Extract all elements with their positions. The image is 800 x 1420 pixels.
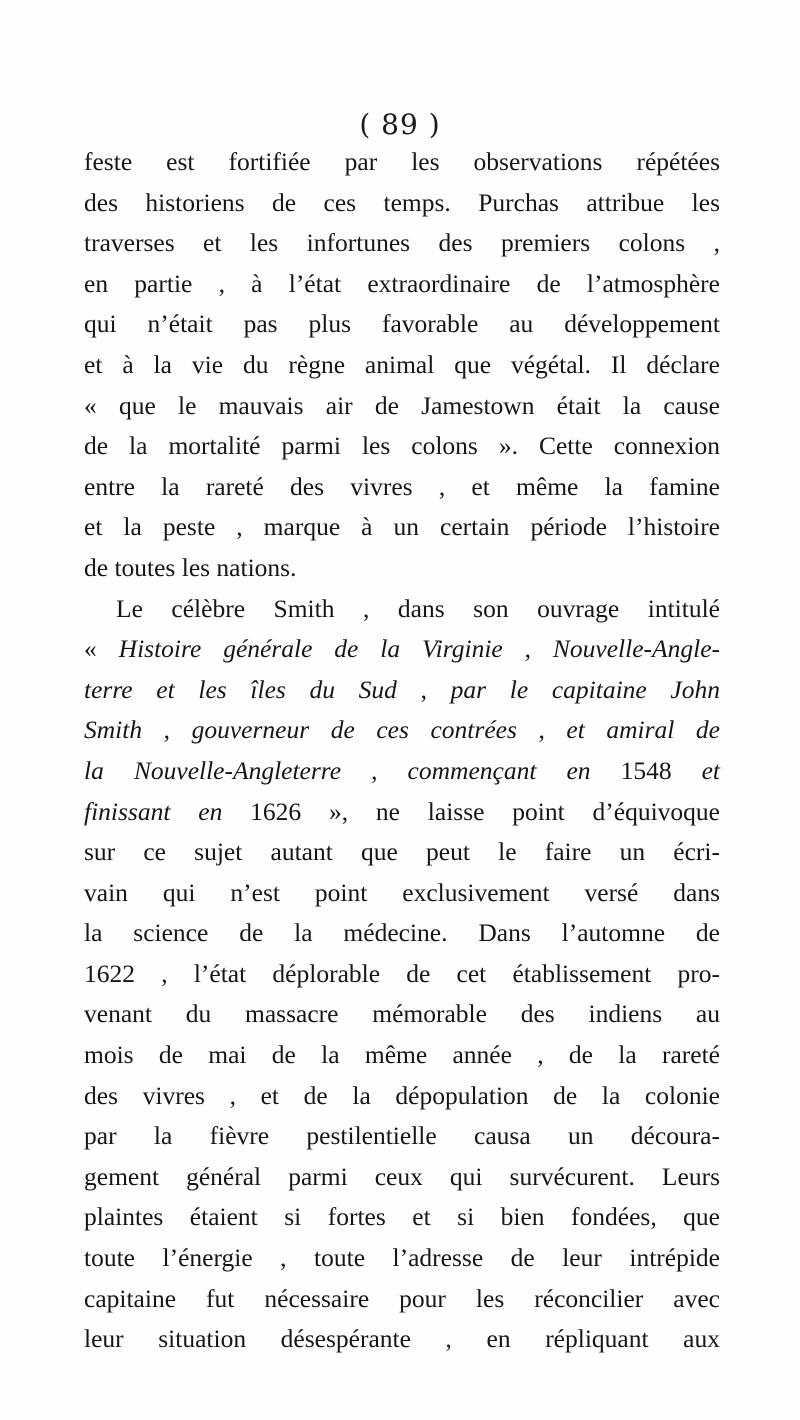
text-line: de la mortalité parmi les colons ». Cette connexion bbox=[84, 431, 720, 461]
italic-text: terre et les îles du Sud bbox=[84, 674, 397, 704]
italic-text: Histoire générale de la Virginie bbox=[118, 634, 503, 664]
text-segment: capitaine fut nécessaire pour les réconcilier avec bbox=[84, 1283, 720, 1313]
text-line bbox=[84, 629, 720, 670]
text-segment: , bbox=[502, 634, 553, 664]
text-segment: , bbox=[516, 715, 567, 745]
text-line bbox=[84, 1035, 720, 1076]
text-line bbox=[84, 751, 720, 792]
text-segment: 1548 bbox=[590, 755, 702, 785]
text-segment: Le célèbre Smith , dans son ouvrage intitulé bbox=[116, 593, 720, 623]
text-line bbox=[84, 670, 720, 711]
text-segment: , bbox=[341, 755, 408, 785]
text-line bbox=[84, 710, 720, 751]
text-segment: 1622 , l’état déplorable de cet établissement pro- bbox=[84, 958, 720, 988]
text-line: traverses et les infortunes des premiers colons , bbox=[84, 228, 720, 258]
text-line: « que le mauvais air de Jamestown était la cause bbox=[84, 390, 720, 420]
text-line bbox=[84, 792, 720, 833]
italic-text: Smith bbox=[84, 715, 143, 745]
text-line bbox=[84, 832, 720, 873]
text-segment: sur ce sujet autant que peut le faire un écri- bbox=[84, 837, 720, 867]
text-segment: , bbox=[396, 674, 451, 704]
text-line bbox=[84, 994, 720, 1035]
text-segment: 1626 », ne laisse point d’équivoque bbox=[222, 796, 720, 826]
italic-text: commençant en bbox=[407, 755, 591, 785]
italic-text: gouverneur de ces contrées bbox=[191, 715, 517, 745]
text-line bbox=[84, 589, 720, 630]
text-segment: venant du massacre mémorable des indiens au bbox=[84, 999, 720, 1029]
italic-text: la Nouvelle-Angleterre bbox=[84, 755, 342, 785]
text-segment: la science de la médecine. Dans l’automne de bbox=[84, 918, 720, 948]
text-line: qui n’était pas plus favorable au développement bbox=[84, 309, 720, 339]
text-segment: gement général parmi ceux qui survécurent. Leurs bbox=[84, 1161, 720, 1191]
paragraph-2 bbox=[84, 589, 720, 1360]
text-line: et à la vie du règne animal que végétal. Il déclare bbox=[84, 349, 720, 379]
body-text bbox=[84, 142, 720, 1360]
text-segment: leur situation désespérante , en répliquant aux bbox=[84, 1324, 720, 1354]
text-line bbox=[84, 873, 720, 914]
italic-text: et bbox=[701, 755, 721, 785]
paragraph-1 bbox=[84, 142, 720, 589]
italic-text: Nouvelle-Angle- bbox=[552, 634, 721, 664]
text-line bbox=[84, 1116, 720, 1157]
text-segment: mois de mai de la même année , de la rareté bbox=[84, 1040, 720, 1070]
italic-text: et amiral de bbox=[566, 715, 721, 745]
text-line bbox=[84, 954, 720, 995]
text-segment: , bbox=[142, 715, 192, 745]
italic-text: par le capitaine John bbox=[450, 674, 721, 704]
text-line: entre la rareté des vivres , et même la famine bbox=[84, 471, 720, 501]
text-segment: « bbox=[84, 634, 119, 664]
page-number: ( 89 ) bbox=[359, 108, 441, 141]
text-line bbox=[84, 1238, 720, 1279]
text-line: des historiens de ces temps. Purchas attribue les bbox=[84, 187, 720, 217]
text-line: de toutes les nations. bbox=[84, 552, 297, 582]
text-segment: des vivres , et de la dépopulation de la colonie bbox=[84, 1080, 720, 1110]
text-line bbox=[84, 1279, 720, 1320]
text-line bbox=[84, 1157, 720, 1198]
text-line bbox=[84, 1319, 720, 1360]
text-line: en partie , à l’état extraordinaire de l’atmosphère bbox=[84, 268, 720, 298]
text-line: et la peste , marque à un certain période l’histoire bbox=[84, 512, 720, 542]
text-segment: par la fièvre pestilentielle causa un découra- bbox=[84, 1121, 720, 1151]
text-segment: plaintes étaient si fortes et si bien fondées, que bbox=[84, 1202, 720, 1232]
italic-text: finissant en bbox=[84, 796, 223, 826]
text-segment: vain qui n’est point exclusivement versé dans bbox=[84, 877, 720, 907]
text-line: feste est fortifiée par les observations répétées bbox=[84, 147, 720, 176]
text-line bbox=[84, 1197, 720, 1238]
text-line bbox=[84, 1076, 720, 1117]
text-line bbox=[84, 913, 720, 954]
text-segment: toute l’énergie , toute l’adresse de leur intrépide bbox=[84, 1243, 720, 1273]
